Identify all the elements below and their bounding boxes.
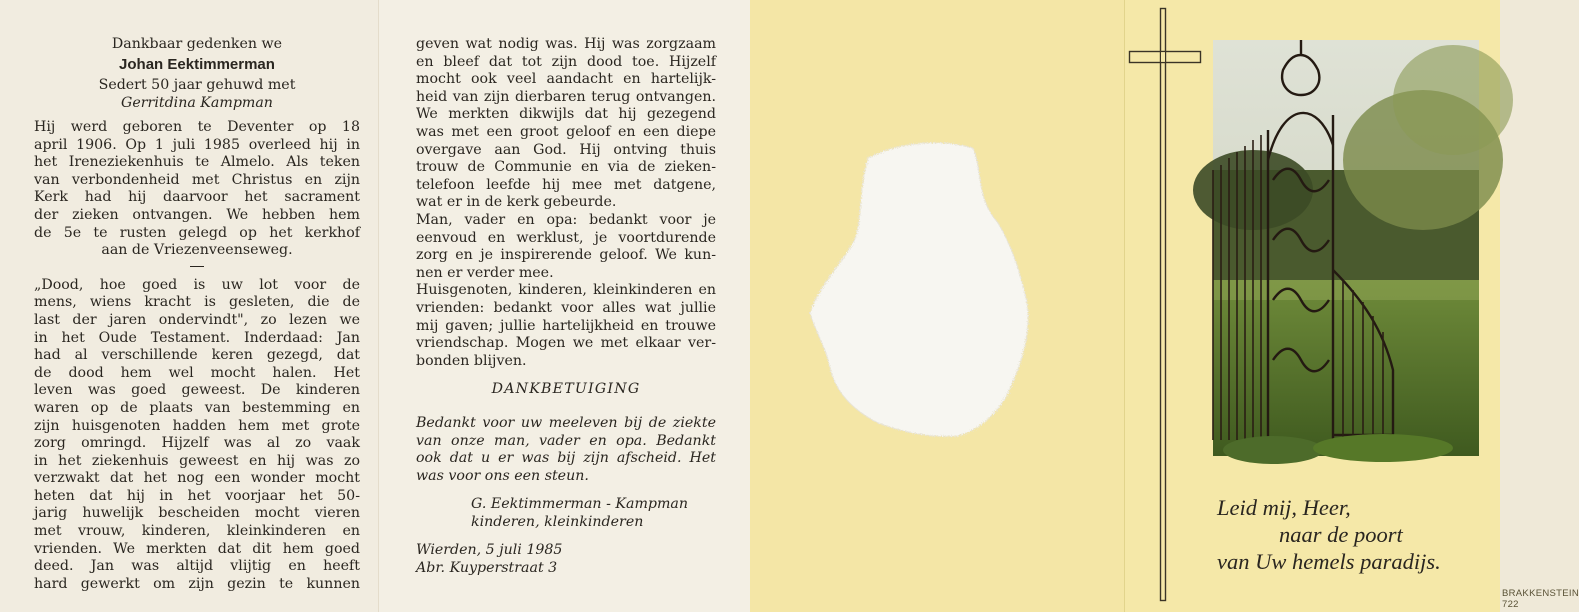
quote-line: van Uw hemels paradijs. (1217, 549, 1441, 574)
text-line: met vrouw, kinderen, kleinkinderen en (34, 523, 360, 540)
place-date: Wierden, 5 juli 1985 (416, 542, 563, 558)
torn-paper-patch (808, 138, 1038, 438)
text-line: nen er verder mee. (416, 264, 554, 281)
text-line: telefoon leefde hij mee met datgene, (416, 176, 716, 193)
text-line: van onze man, vader en opa. Bedankt (416, 432, 716, 449)
text-line: Hij werd geboren te Deventer op 18 (34, 119, 360, 135)
publisher-mark: BRAKKENSTEIN 722 (1502, 588, 1579, 610)
text-line: van verbondenheid met Christus en zijn (34, 171, 360, 188)
text-line: april 1906. Op 1 juli 1985 overleed hij in (34, 136, 360, 153)
text-line: Man, vader en opa: bedankt voor je (416, 211, 716, 228)
biography-paragraph (34, 119, 360, 593)
text-line: aan de Vriezenveenseweg. (101, 242, 293, 259)
text-line: het Ireneziekenhuis te Almelo. Als teken (34, 154, 360, 171)
text-line: verzwakt dat het nog een wonder mocht (34, 470, 360, 487)
text-line: de dood hem wel mocht halen. Het (34, 364, 360, 381)
text-line: jarig huwelijk bescheiden mocht vieren (34, 505, 360, 522)
text-line: waren op de plaats van bestemming en (34, 399, 360, 416)
text-line: vriendschap. Mogen we met elkaar ver- (416, 335, 716, 352)
text-line: trouw de Communie en via de zieken- (416, 159, 716, 176)
text-line: Huisgenoten, kinderen, kleinkinderen en (416, 282, 716, 299)
panel-obituary-text (0, 0, 378, 612)
scripture-quote (1217, 494, 1487, 575)
text-line: mens, wiens kracht is gesleten, die de (34, 294, 360, 311)
signature-block (471, 496, 731, 531)
text-line: eenvoud en werklust, je voortdurende (416, 229, 716, 246)
text-line: heten dat hij in het voorjaar het 50- (34, 487, 360, 504)
quote-line: naar de poort (1279, 522, 1403, 547)
text-line: vrienden. We merkten dat dit hem goed (34, 540, 360, 557)
panel-front-cover (1124, 0, 1500, 612)
intro-line: Dankbaar gedenken we (111, 36, 283, 52)
text-line: der zieken ontvangen. We hebben hem (34, 206, 360, 223)
text-line: We merkten dikwijls dat hij gezegend (416, 106, 716, 123)
signature-line: G. Eektimmerman - Kampman (471, 496, 689, 512)
text-line: was voor ons een steun. (416, 467, 589, 484)
married-line: Sedert 50 jaar gehuwd met (98, 77, 296, 94)
text-line: vrienden: bedankt voor alles wat jullie (416, 299, 716, 316)
text-line: zijn huisgenoten hadden hem met grote (34, 417, 360, 434)
text-line: mij gaven; jullie hartelijkheid en trouwe (416, 317, 716, 334)
text-line: in het Oude Testament. Inderdaad: Jan (34, 329, 360, 346)
location-block (416, 542, 716, 577)
text-line: last der jaren ondervindt", zo lezen we (34, 311, 360, 328)
text-line: mocht ook veel aandacht en hartelijk- (416, 71, 716, 88)
continued-paragraph (416, 36, 716, 370)
text-line: zorg en je inspirerende geloof. We kun- (416, 247, 716, 264)
thanks-heading: DANKBETUIGING (491, 381, 641, 397)
text-line: hard gewerkt om zijn gezin te kunnen (34, 575, 360, 592)
text-line: overgave aan God. Hij ontving thuis (416, 141, 716, 158)
text-line: en bleef dat tot zijn dood toe. Hijzelf (416, 53, 716, 70)
divider-dash (190, 266, 204, 267)
text-line: leven was goed geweest. De kinderen (34, 382, 360, 399)
text-line: „Dood, hoe goed is uw lot voor de (34, 276, 360, 293)
text-line: deed. Jan was altijd vlijtig en heeft (34, 558, 360, 575)
text-line: de 5e te rusten gelegd op het kerkhof (34, 224, 360, 241)
text-line: in het ziekenhuis geweest en hij was zo (34, 452, 360, 469)
quote-line: Leid mij, Heer, (1217, 495, 1351, 520)
text-line: Kerk had hij daarvoor het sacrament (34, 189, 360, 206)
deceased-name: Johan Eektimmerman (119, 55, 275, 73)
text-line: heid van zijn dierbaren terug ontvangen. (416, 88, 716, 105)
text-line: had al verschillende keren gezegd, dat (34, 347, 360, 364)
panel-continued-text (378, 0, 750, 612)
text-line: was met een groot geloof en een diepe (416, 123, 716, 140)
text-line: Bedankt voor uw meeleven bij de ziekte (416, 415, 716, 431)
spouse-name: Gerritdina Kampman (121, 94, 273, 111)
text-line: bonden blijven. (416, 352, 527, 369)
intro-block (34, 36, 360, 112)
cemetery-gate-photo (1213, 40, 1479, 456)
thanks-paragraph (416, 415, 716, 485)
text-line: ook dat u er was bij zijn afscheid. Het (416, 450, 716, 467)
text-line: wat er in de kerk gebeurde. (416, 194, 617, 211)
text-line: zorg omringd. Hijzelf was al zo vaak (34, 435, 360, 452)
text-line: geven wat nodig was. Hij was zorgzaam (416, 36, 716, 52)
signature-line: kinderen, kleinkinderen (471, 513, 644, 530)
address: Abr. Kuyperstraat 3 (416, 559, 558, 576)
